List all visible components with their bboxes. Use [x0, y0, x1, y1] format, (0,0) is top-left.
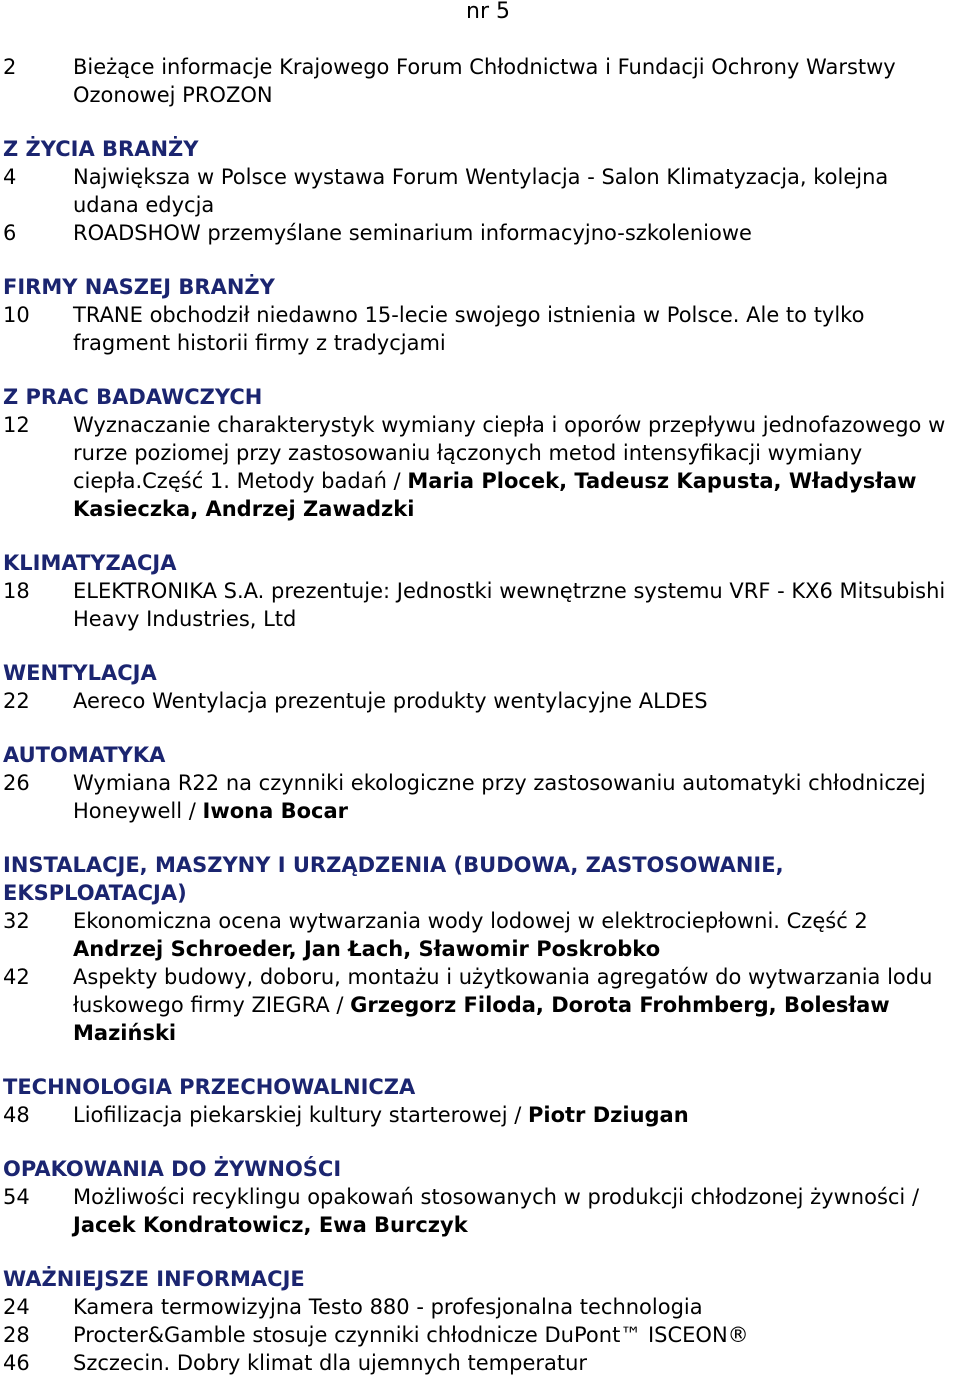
- section-title: KLIMATYZACJA: [3, 551, 177, 575]
- page-number: 24: [3, 1295, 30, 1319]
- toc-section: [0, 1155, 960, 1239]
- toc-entry[interactable]: [0, 219, 960, 247]
- section-title: AUTOMATYKA: [3, 743, 166, 767]
- section-title: INSTALACJE, MASZYNY I URZĄDZENIA (BUDOWA, ZASTOSOWANIE, EKSPLOATACJA): [3, 853, 784, 905]
- page-number: 32: [3, 909, 30, 933]
- toc-entry[interactable]: [0, 1101, 960, 1129]
- toc-entry[interactable]: [0, 907, 960, 963]
- entry-authors: Grzegorz Filoda, Dorota Frohmberg, Bolesław Maziński: [73, 993, 890, 1045]
- toc-entry[interactable]: [0, 1349, 960, 1377]
- entry-title: Aspekty budowy, doboru, montażu i użytkowania agregatów do wytwarzania lodu łuskowego firmy ZIEGRA /: [73, 965, 933, 1017]
- entry-body: [73, 907, 960, 963]
- section-title: FIRMY NASZEJ BRANŻY: [3, 275, 275, 299]
- entry-title: Wyznaczanie charakterystyk wymiany ciepła i oporów przepływu jednofazowego w rurze poziomej przy zastosowaniu łączonych metod intensyfikacji wymiany ciepła.Część 1. Metody badań /: [73, 413, 946, 493]
- toc-entry[interactable]: [0, 963, 960, 1047]
- toc-entry[interactable]: [0, 687, 960, 715]
- toc-section: [0, 383, 960, 523]
- toc-entry[interactable]: [0, 53, 960, 109]
- section-title: Z PRAC BADAWCZYCH: [3, 385, 263, 409]
- entry-body: [73, 1101, 960, 1129]
- toc-entry[interactable]: [0, 163, 960, 219]
- toc-section: [0, 53, 960, 109]
- entry-title: Możliwości recyklingu opakowań stosowanych w produkcji chłodzonej żywności /: [73, 1185, 920, 1209]
- page-number: 12: [3, 413, 30, 437]
- page-number: 6: [3, 221, 17, 245]
- entry-body: [73, 411, 960, 523]
- entry-body: [73, 1349, 960, 1377]
- toc-entry[interactable]: [0, 1321, 960, 1349]
- entry-title: Liofilizacja piekarskiej kultury starterowej /: [73, 1103, 528, 1127]
- toc-section: [0, 1073, 960, 1129]
- page-number: 54: [3, 1185, 30, 1209]
- entry-body: [73, 1293, 960, 1321]
- page-number: 22: [3, 689, 30, 713]
- entry-body: [73, 1183, 960, 1239]
- toc-section: [0, 851, 960, 1047]
- section-title: WAŻNIEJSZE INFORMACJE: [3, 1267, 305, 1291]
- toc-entry[interactable]: [0, 301, 960, 357]
- toc-entry[interactable]: [0, 1183, 960, 1239]
- entry-title: Procter&Gamble stosuje czynniki chłodnicze DuPont™ ISCEON®: [73, 1323, 749, 1347]
- toc-section: [0, 135, 960, 247]
- entry-authors: Piotr Dziugan: [528, 1103, 689, 1127]
- entry-title: ELEKTRONIKA S.A. prezentuje: Jednostki wewnętrzne systemu VRF - KX6 Mitsubishi Heavy Industries, Ltd: [73, 579, 946, 631]
- entry-title: Ekonomiczna ocena wytwarzania wody lodowej w elektrociepłowni. Część 2: [73, 909, 868, 933]
- entry-body: [73, 577, 960, 633]
- toc-section: [0, 1265, 960, 1377]
- entry-title: Największa w Polsce wystawa Forum Wentylacja - Salon Klimatyzacja, kolejna udana edycja: [73, 165, 889, 217]
- entry-title: TRANE obchodził niedawno 15-lecie swojego istnienia w Polsce. Ale to tylko fragment historii firmy z tradycjami: [73, 303, 865, 355]
- section-title: Z ŻYCIA BRANŻY: [3, 137, 199, 161]
- entry-authors: Jacek Kondratowicz, Ewa Burczyk: [73, 1213, 468, 1237]
- toc-entry[interactable]: [0, 411, 960, 523]
- page-number: 42: [3, 965, 30, 989]
- page-number: 4: [3, 165, 17, 189]
- entry-authors: Maria Plocek, Tadeusz Kapusta, Władysław Kasieczka, Andrzej Zawadzki: [73, 469, 917, 521]
- toc-section: [0, 741, 960, 825]
- entry-title: Aereco Wentylacja prezentuje produkty wentylacyjne ALDES: [73, 689, 708, 713]
- page-number: 46: [3, 1351, 30, 1375]
- entry-body: [73, 219, 960, 247]
- entry-title: ROADSHOW przemyślane seminarium informacyjno-szkoleniowe: [73, 221, 752, 245]
- page-number: 10: [3, 303, 30, 327]
- page-number: 48: [3, 1103, 30, 1127]
- toc-section: [0, 549, 960, 633]
- entry-body: [73, 963, 960, 1047]
- entry-body: [73, 1321, 960, 1349]
- entry-authors: Iwona Bocar: [202, 799, 348, 823]
- section-title: TECHNOLOGIA PRZECHOWALNICZA: [3, 1075, 416, 1099]
- section-title: OPAKOWANIA DO ŻYWNOŚCI: [3, 1157, 342, 1181]
- entry-title: Kamera termowizyjna Testo 880 - profesjonalna technologia: [73, 1295, 703, 1319]
- page-number: 2: [3, 55, 17, 79]
- entry-body: [73, 687, 960, 715]
- entry-body: [73, 769, 960, 825]
- toc-section: [0, 273, 960, 357]
- page-number: 18: [3, 579, 30, 603]
- entry-authors: Andrzej Schroeder, Jan Łach, Sławomir Poskrobko: [73, 937, 661, 961]
- section-title: WENTYLACJA: [3, 661, 157, 685]
- toc-entry[interactable]: [0, 577, 960, 633]
- toc-entry[interactable]: [0, 769, 960, 825]
- entry-title: Szczecin. Dobry klimat dla ujemnych temperatur: [73, 1351, 588, 1375]
- page-number: 26: [3, 771, 30, 795]
- entry-title: Bieżące informacje Krajowego Forum Chłodnictwa i Fundacji Ochrony Warstwy Ozonowej PROZON: [73, 55, 896, 107]
- toc-entry[interactable]: [0, 1293, 960, 1321]
- entry-body: [73, 163, 960, 219]
- entry-body: [73, 53, 960, 109]
- entry-body: [73, 301, 960, 357]
- entry-title: Wymiana R22 na czynniki ekologiczne przy zastosowaniu automatyki chłodniczej Honeywell /: [73, 771, 926, 823]
- toc-section: [0, 659, 960, 715]
- issue-number: nr 5: [466, 0, 510, 24]
- page-number: 28: [3, 1323, 30, 1347]
- contents-list: [0, 53, 960, 1377]
